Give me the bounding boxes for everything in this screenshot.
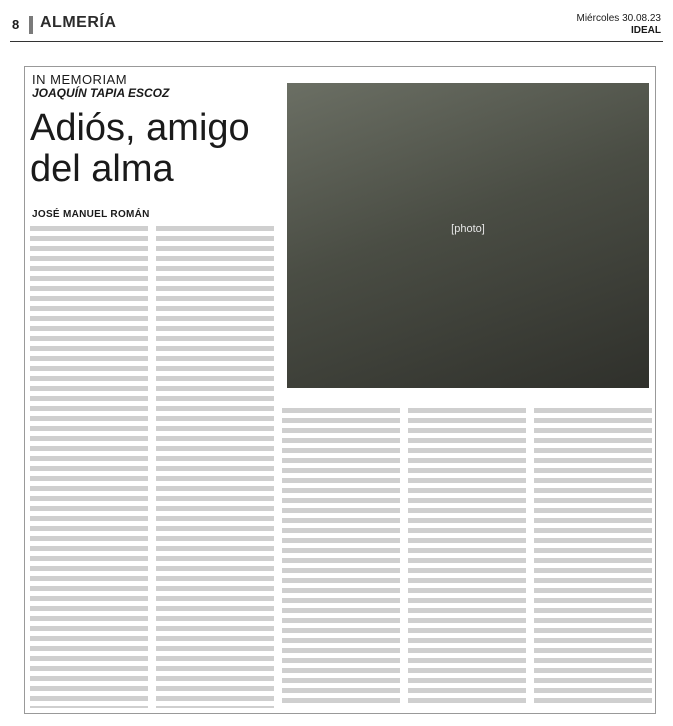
header-rule xyxy=(10,41,663,42)
body-column-3 xyxy=(282,408,400,708)
body-column-5 xyxy=(534,408,652,708)
section-name: ALMERÍA xyxy=(40,14,117,31)
photo-placeholder-label: [photo] xyxy=(451,223,485,235)
article-photo xyxy=(287,83,649,388)
body-column-2 xyxy=(156,226,274,708)
article-headline: Adiós, amigo del alma xyxy=(30,107,250,190)
body-column-1 xyxy=(30,226,148,708)
page-header xyxy=(0,0,673,40)
article-kicker-name: JOAQUÍN TAPIA ESCOZ xyxy=(32,86,170,100)
issue-date: Miércoles 30.08.23 xyxy=(576,13,661,24)
article-kicker: IN MEMORIAM xyxy=(32,72,128,87)
article-byline: JOSÉ MANUEL ROMÁN xyxy=(32,209,150,220)
section-bar xyxy=(29,16,33,34)
body-column-4 xyxy=(408,408,526,708)
paper-name: IDEAL xyxy=(631,25,661,36)
page-number: 8 xyxy=(12,17,20,32)
